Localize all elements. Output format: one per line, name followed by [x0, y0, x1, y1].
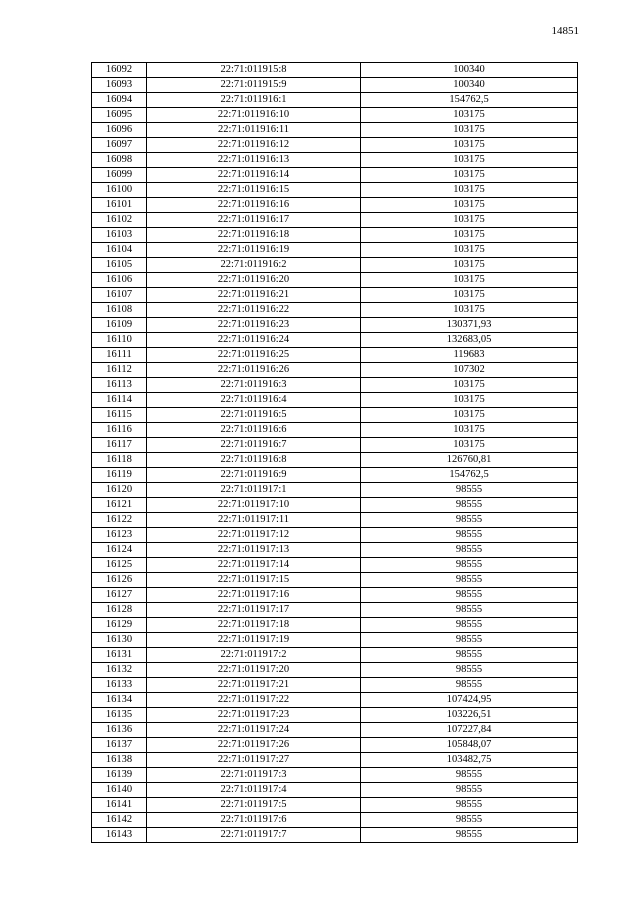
cadastral-number-cell: 22:71:011917:5	[147, 798, 361, 813]
value-cell: 103175	[361, 213, 578, 228]
value-cell: 98555	[361, 543, 578, 558]
table-row	[92, 243, 578, 258]
row-number-cell: 16112	[92, 363, 147, 378]
table-row	[92, 393, 578, 408]
cadastral-number-cell: 22:71:011917:1	[147, 483, 361, 498]
row-number-cell: 16143	[92, 828, 147, 843]
value-cell: 98555	[361, 828, 578, 843]
cadastral-number-cell: 22:71:011916:6	[147, 423, 361, 438]
cadastral-number-cell: 22:71:011916:14	[147, 168, 361, 183]
table-row	[92, 588, 578, 603]
value-cell: 154762,5	[361, 93, 578, 108]
value-cell: 98555	[361, 783, 578, 798]
value-cell: 98555	[361, 768, 578, 783]
value-cell: 98555	[361, 528, 578, 543]
value-cell: 103175	[361, 108, 578, 123]
row-number-cell: 16098	[92, 153, 147, 168]
value-cell: 103175	[361, 378, 578, 393]
row-number-cell: 16115	[92, 408, 147, 423]
value-cell: 103175	[361, 183, 578, 198]
row-number-cell: 16135	[92, 708, 147, 723]
table-row	[92, 528, 578, 543]
value-cell: 103226,51	[361, 708, 578, 723]
table-row	[92, 678, 578, 693]
cadastral-number-cell: 22:71:011917:17	[147, 603, 361, 618]
cadastral-number-cell: 22:71:011917:12	[147, 528, 361, 543]
value-cell: 103175	[361, 273, 578, 288]
cadastral-number-cell: 22:71:011917:10	[147, 498, 361, 513]
value-cell: 98555	[361, 633, 578, 648]
row-number-cell: 16097	[92, 138, 147, 153]
value-cell: 98555	[361, 798, 578, 813]
table-row	[92, 573, 578, 588]
value-cell: 103175	[361, 123, 578, 138]
cadastral-number-cell: 22:71:011916:1	[147, 93, 361, 108]
row-number-cell: 16109	[92, 318, 147, 333]
cadastral-number-cell: 22:71:011916:21	[147, 288, 361, 303]
row-number-cell: 16096	[92, 123, 147, 138]
cadastral-number-cell: 22:71:011917:14	[147, 558, 361, 573]
value-cell: 98555	[361, 573, 578, 588]
row-number-cell: 16095	[92, 108, 147, 123]
row-number-cell: 16125	[92, 558, 147, 573]
table-row	[92, 693, 578, 708]
table-row	[92, 708, 578, 723]
cadastral-number-cell: 22:71:011916:7	[147, 438, 361, 453]
value-cell: 98555	[361, 603, 578, 618]
value-cell: 98555	[361, 483, 578, 498]
cadastral-number-cell: 22:71:011917:3	[147, 768, 361, 783]
row-number-cell: 16110	[92, 333, 147, 348]
value-cell: 103175	[361, 288, 578, 303]
table-row	[92, 603, 578, 618]
row-number-cell: 16103	[92, 228, 147, 243]
value-cell: 103175	[361, 153, 578, 168]
table-row	[92, 408, 578, 423]
cadastral-number-cell: 22:71:011917:11	[147, 513, 361, 528]
table-row	[92, 78, 578, 93]
table-row	[92, 303, 578, 318]
table-row	[92, 753, 578, 768]
table-row	[92, 273, 578, 288]
cadastral-number-cell: 22:71:011917:4	[147, 783, 361, 798]
value-cell: 103175	[361, 228, 578, 243]
row-number-cell: 16094	[92, 93, 147, 108]
value-cell: 98555	[361, 513, 578, 528]
row-number-cell: 16100	[92, 183, 147, 198]
row-number-cell: 16099	[92, 168, 147, 183]
cadastral-number-cell: 22:71:011917:15	[147, 573, 361, 588]
row-number-cell: 16132	[92, 663, 147, 678]
table-row	[92, 648, 578, 663]
cadastral-number-cell: 22:71:011916:22	[147, 303, 361, 318]
cadastral-number-cell: 22:71:011916:13	[147, 153, 361, 168]
table-row	[92, 768, 578, 783]
row-number-cell: 16101	[92, 198, 147, 213]
table-row	[92, 93, 578, 108]
row-number-cell: 16140	[92, 783, 147, 798]
value-cell: 103175	[361, 303, 578, 318]
row-number-cell: 16142	[92, 813, 147, 828]
cadastral-number-cell: 22:71:011917:22	[147, 693, 361, 708]
cadastral-number-cell: 22:71:011916:10	[147, 108, 361, 123]
value-cell: 103175	[361, 438, 578, 453]
value-cell: 98555	[361, 813, 578, 828]
cadastral-number-cell: 22:71:011916:25	[147, 348, 361, 363]
table-row	[92, 723, 578, 738]
value-cell: 103175	[361, 258, 578, 273]
row-number-cell: 16107	[92, 288, 147, 303]
row-number-cell: 16136	[92, 723, 147, 738]
cadastral-number-cell: 22:71:011917:20	[147, 663, 361, 678]
value-cell: 103175	[361, 408, 578, 423]
table-row	[92, 423, 578, 438]
row-number-cell: 16093	[92, 78, 147, 93]
table-row	[92, 513, 578, 528]
value-cell: 98555	[361, 663, 578, 678]
value-cell: 103175	[361, 423, 578, 438]
cadastral-number-cell: 22:71:011917:7	[147, 828, 361, 843]
row-number-cell: 16137	[92, 738, 147, 753]
table-row	[92, 498, 578, 513]
table-row	[92, 108, 578, 123]
cadastral-number-cell: 22:71:011916:2	[147, 258, 361, 273]
table-row	[92, 438, 578, 453]
cadastral-number-cell: 22:71:011916:26	[147, 363, 361, 378]
table-row	[92, 168, 578, 183]
cadastral-number-cell: 22:71:011917:2	[147, 648, 361, 663]
row-number-cell: 16108	[92, 303, 147, 318]
row-number-cell: 16102	[92, 213, 147, 228]
cadastral-number-cell: 22:71:011916:16	[147, 198, 361, 213]
table-row	[92, 363, 578, 378]
registry-table-body	[92, 63, 578, 843]
cadastral-number-cell: 22:71:011916:8	[147, 453, 361, 468]
table-row	[92, 333, 578, 348]
row-number-cell: 16104	[92, 243, 147, 258]
cadastral-number-cell: 22:71:011917:16	[147, 588, 361, 603]
value-cell: 103175	[361, 198, 578, 213]
table-row	[92, 738, 578, 753]
row-number-cell: 16118	[92, 453, 147, 468]
row-number-cell: 16114	[92, 393, 147, 408]
page-number: 14851	[551, 25, 579, 37]
cadastral-number-cell: 22:71:011916:12	[147, 138, 361, 153]
value-cell: 98555	[361, 588, 578, 603]
table-row	[92, 558, 578, 573]
table-row	[92, 138, 578, 153]
row-number-cell: 16123	[92, 528, 147, 543]
cadastral-number-cell: 22:71:011916:11	[147, 123, 361, 138]
value-cell: 103175	[361, 243, 578, 258]
table-row	[92, 828, 578, 843]
value-cell: 119683	[361, 348, 578, 363]
value-cell: 103482,75	[361, 753, 578, 768]
value-cell: 103175	[361, 393, 578, 408]
cadastral-number-cell: 22:71:011917:18	[147, 618, 361, 633]
row-number-cell: 16141	[92, 798, 147, 813]
cadastral-number-cell: 22:71:011917:26	[147, 738, 361, 753]
cadastral-number-cell: 22:71:011916:4	[147, 393, 361, 408]
cadastral-number-cell: 22:71:011917:13	[147, 543, 361, 558]
row-number-cell: 16129	[92, 618, 147, 633]
row-number-cell: 16119	[92, 468, 147, 483]
cadastral-number-cell: 22:71:011916:15	[147, 183, 361, 198]
table-row	[92, 153, 578, 168]
row-number-cell: 16124	[92, 543, 147, 558]
value-cell: 98555	[361, 618, 578, 633]
table-row	[92, 258, 578, 273]
value-cell: 105848,07	[361, 738, 578, 753]
cadastral-number-cell: 22:71:011916:3	[147, 378, 361, 393]
row-number-cell: 16131	[92, 648, 147, 663]
row-number-cell: 16121	[92, 498, 147, 513]
cadastral-number-cell: 22:71:011917:24	[147, 723, 361, 738]
cadastral-number-cell: 22:71:011916:19	[147, 243, 361, 258]
value-cell: 98555	[361, 678, 578, 693]
table-row	[92, 453, 578, 468]
table-row	[92, 483, 578, 498]
value-cell: 107424,95	[361, 693, 578, 708]
table-row	[92, 63, 578, 78]
row-number-cell: 16139	[92, 768, 147, 783]
cadastral-number-cell: 22:71:011917:27	[147, 753, 361, 768]
row-number-cell: 16105	[92, 258, 147, 273]
value-cell: 130371,93	[361, 318, 578, 333]
value-cell: 132683,05	[361, 333, 578, 348]
table-row	[92, 318, 578, 333]
row-number-cell: 16116	[92, 423, 147, 438]
table-row	[92, 633, 578, 648]
table-row	[92, 798, 578, 813]
cadastral-number-cell: 22:71:011915:8	[147, 63, 361, 78]
table-row	[92, 378, 578, 393]
value-cell: 98555	[361, 648, 578, 663]
table-row	[92, 813, 578, 828]
cadastral-number-cell: 22:71:011917:23	[147, 708, 361, 723]
cadastral-number-cell: 22:71:011916:5	[147, 408, 361, 423]
value-cell: 107302	[361, 363, 578, 378]
cadastral-number-cell: 22:71:011916:18	[147, 228, 361, 243]
table-row	[92, 618, 578, 633]
row-number-cell: 16133	[92, 678, 147, 693]
value-cell: 100340	[361, 63, 578, 78]
value-cell: 103175	[361, 168, 578, 183]
row-number-cell: 16117	[92, 438, 147, 453]
row-number-cell: 16127	[92, 588, 147, 603]
table-row	[92, 468, 578, 483]
table-row	[92, 543, 578, 558]
row-number-cell: 16126	[92, 573, 147, 588]
row-number-cell: 16128	[92, 603, 147, 618]
row-number-cell: 16122	[92, 513, 147, 528]
row-number-cell: 16111	[92, 348, 147, 363]
value-cell: 126760,81	[361, 453, 578, 468]
row-number-cell: 16106	[92, 273, 147, 288]
row-number-cell: 16138	[92, 753, 147, 768]
value-cell: 103175	[361, 138, 578, 153]
table-row	[92, 288, 578, 303]
row-number-cell: 16134	[92, 693, 147, 708]
row-number-cell: 16130	[92, 633, 147, 648]
value-cell: 107227,84	[361, 723, 578, 738]
table-row	[92, 183, 578, 198]
table-row	[92, 783, 578, 798]
value-cell: 98555	[361, 558, 578, 573]
table-row	[92, 663, 578, 678]
cadastral-number-cell: 22:71:011915:9	[147, 78, 361, 93]
table-row	[92, 213, 578, 228]
row-number-cell: 16092	[92, 63, 147, 78]
cadastral-number-cell: 22:71:011916:23	[147, 318, 361, 333]
cadastral-number-cell: 22:71:011916:9	[147, 468, 361, 483]
value-cell: 100340	[361, 78, 578, 93]
cadastral-number-cell: 22:71:011917:6	[147, 813, 361, 828]
table-row	[92, 228, 578, 243]
table-row	[92, 198, 578, 213]
table-row	[92, 123, 578, 138]
cadastral-number-cell: 22:71:011916:20	[147, 273, 361, 288]
cadastral-number-cell: 22:71:011916:24	[147, 333, 361, 348]
value-cell: 98555	[361, 498, 578, 513]
value-cell: 154762,5	[361, 468, 578, 483]
cadastral-number-cell: 22:71:011917:21	[147, 678, 361, 693]
row-number-cell: 16113	[92, 378, 147, 393]
row-number-cell: 16120	[92, 483, 147, 498]
registry-table	[91, 62, 578, 843]
cadastral-number-cell: 22:71:011916:17	[147, 213, 361, 228]
table-row	[92, 348, 578, 363]
cadastral-number-cell: 22:71:011917:19	[147, 633, 361, 648]
